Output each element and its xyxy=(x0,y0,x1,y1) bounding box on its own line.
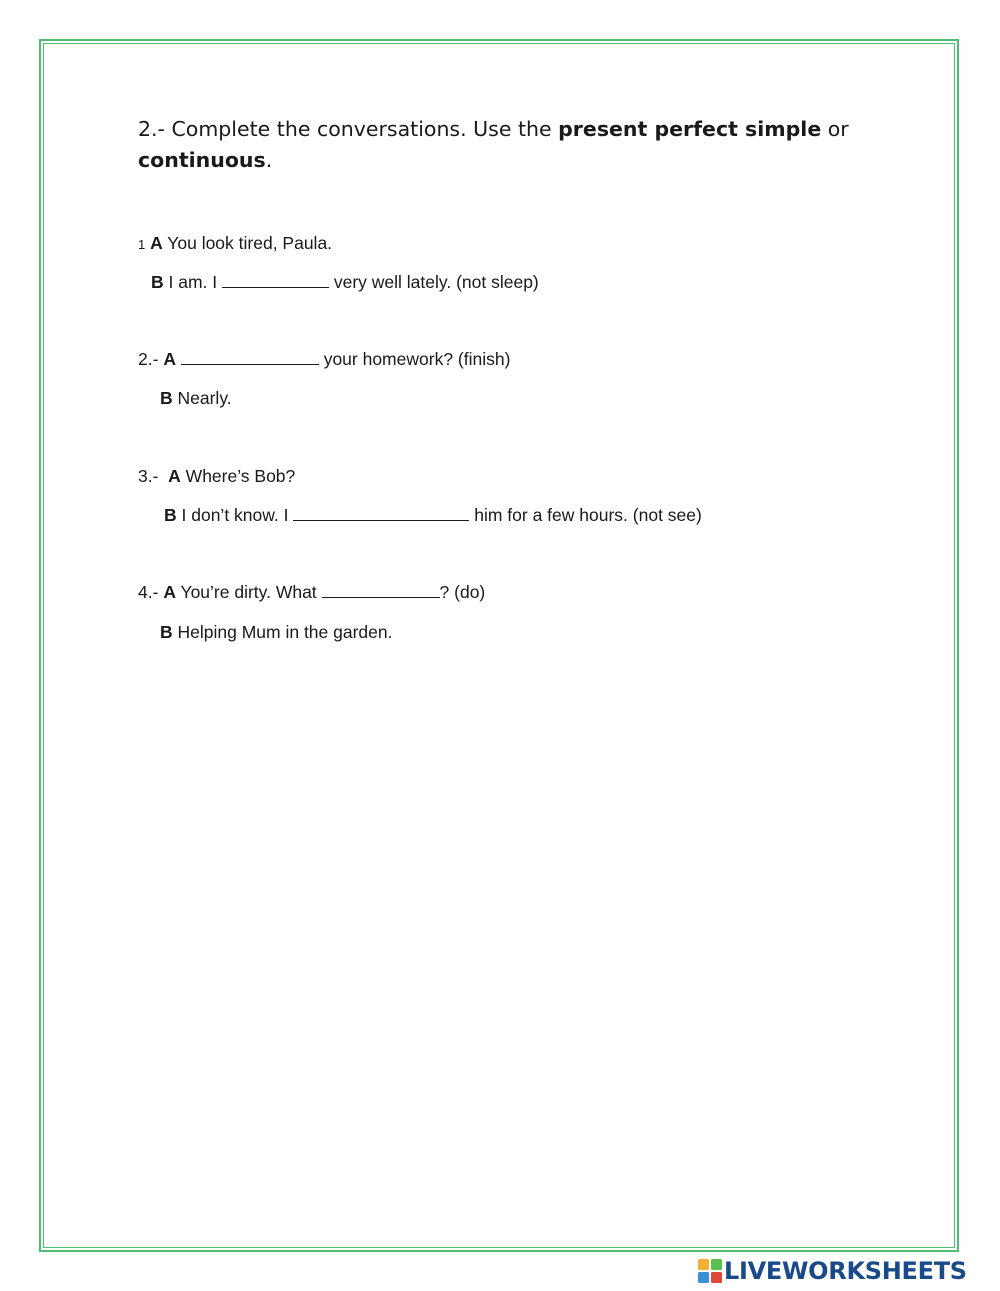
dialogue-text: very well lately. (not sleep) xyxy=(329,272,539,292)
dialogue-text: I am. I xyxy=(163,272,222,292)
item-number: 4.- xyxy=(138,582,159,602)
speaker-b: B xyxy=(160,388,173,408)
item-4-line-a xyxy=(138,581,485,603)
instructions-bold-continuous: continuous xyxy=(138,148,266,172)
item-3-line-a xyxy=(138,465,295,487)
instructions-period: . xyxy=(265,148,273,172)
liveworksheets-logo-icon xyxy=(698,1259,722,1283)
speaker-a: A xyxy=(163,349,176,369)
brand-wordmark: LIVEWORKSHEETS xyxy=(724,1257,967,1285)
item-3-line-b xyxy=(164,504,702,526)
instructions-bold-simple: present perfect simple xyxy=(558,117,822,141)
liveworksheets-brand xyxy=(698,1258,967,1284)
dialogue-text: ? (do) xyxy=(439,582,486,602)
item-number: 3.- xyxy=(138,466,159,486)
speaker-a: A xyxy=(168,466,181,486)
exercise-instructions xyxy=(138,114,898,176)
item-4-line-b xyxy=(160,621,392,643)
item-1-line-b xyxy=(151,271,539,293)
answer-blank[interactable] xyxy=(322,582,440,598)
speaker-b: B xyxy=(151,272,164,292)
dialogue-text: You’re dirty. What xyxy=(175,582,322,602)
speaker-b: B xyxy=(160,622,173,642)
speaker-b: B xyxy=(164,505,177,525)
instructions-text: 2.- Complete the conversations. Use the xyxy=(138,117,559,141)
item-number: 1 xyxy=(138,237,146,252)
speaker-a: A xyxy=(163,582,176,602)
dialogue-text: Nearly. xyxy=(172,388,232,408)
dialogue-text: You look tired, Paula. xyxy=(162,233,333,253)
speaker-a: A xyxy=(150,233,163,253)
dialogue-text: Where’s Bob? xyxy=(180,466,296,486)
answer-blank[interactable] xyxy=(181,349,319,365)
answer-blank[interactable] xyxy=(293,505,469,521)
dialogue-text: I don’t know. I xyxy=(176,505,294,525)
item-number: 2.- xyxy=(138,349,159,369)
dialogue-text: your homework? (finish) xyxy=(318,349,511,369)
answer-blank[interactable] xyxy=(222,272,329,288)
item-1-line-a xyxy=(138,232,332,256)
page-border-inner xyxy=(43,43,955,1248)
instructions-or: or xyxy=(821,117,849,141)
item-2-line-b xyxy=(160,387,232,409)
dialogue-text: him for a few hours. (not see) xyxy=(469,505,702,525)
item-2-line-a xyxy=(138,348,510,370)
dialogue-text: Helping Mum in the garden. xyxy=(172,622,393,642)
